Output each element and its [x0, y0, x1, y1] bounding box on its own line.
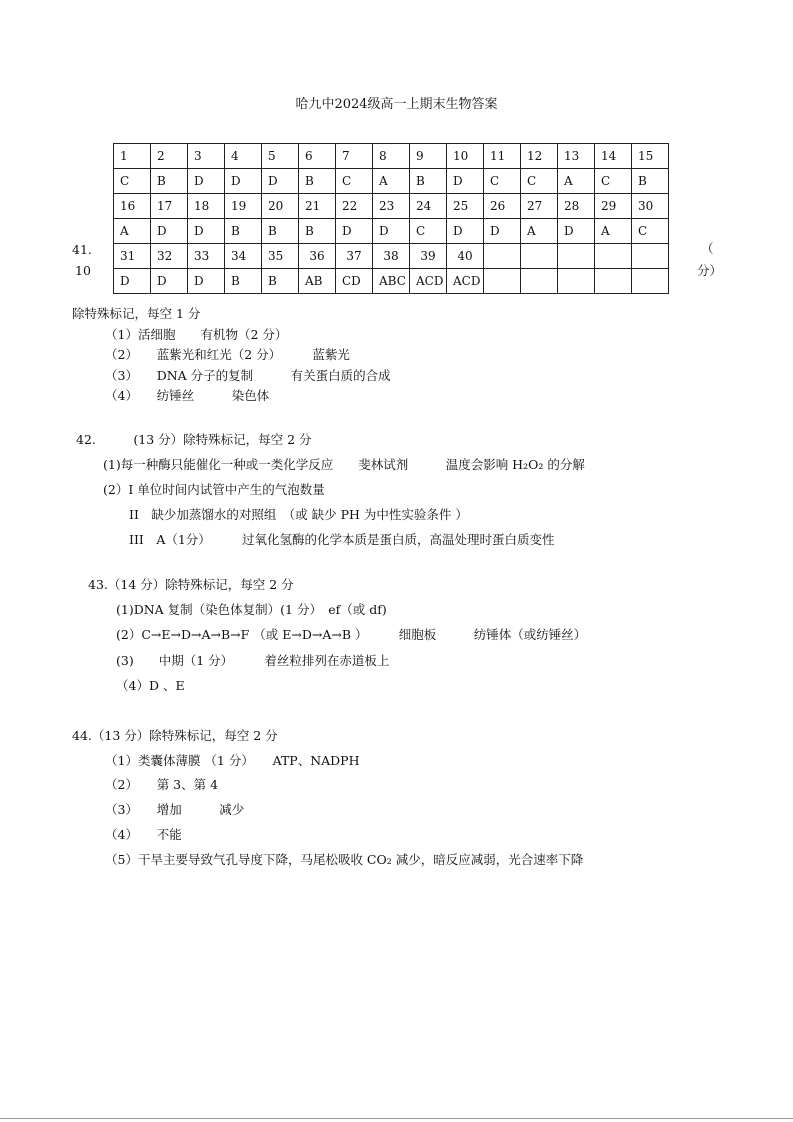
table-cell: 34	[225, 244, 262, 269]
table-cell: 12	[521, 144, 558, 169]
q41-line-1: （1）活细胞 有机物（2 分）	[105, 327, 288, 342]
table-cell	[484, 244, 521, 269]
table-cell: ACD	[410, 269, 447, 294]
q41-paren-open: （	[701, 241, 714, 256]
table-cell: B	[151, 169, 188, 194]
q41-line-4: （4） 纺锤丝 染色体	[105, 388, 270, 403]
table-row	[114, 169, 669, 194]
table-cell: D	[225, 169, 262, 194]
table-row	[114, 269, 669, 294]
table-cell: C	[484, 169, 521, 194]
q42-line-4: III A（1分） 过氧化氢酶的化学本质是蛋白质，高温处理时蛋白质变性	[129, 532, 555, 547]
table-cell: B	[225, 269, 262, 294]
table-cell	[484, 269, 521, 294]
table-cell: 29	[595, 194, 632, 219]
table-cell: B	[299, 219, 336, 244]
table-cell: 13	[558, 144, 595, 169]
table-cell: 38	[373, 244, 410, 269]
table-cell: 6	[299, 144, 336, 169]
table-cell: B	[410, 169, 447, 194]
table-cell: 10	[447, 144, 484, 169]
table-cell: D	[151, 269, 188, 294]
q44-line-1: （1）类囊体薄膜 （1 分） ATP、NADPH	[105, 753, 360, 768]
q42-line-2: (2）I 单位时间内试管中产生的气泡数量	[103, 482, 325, 497]
table-cell: 11	[484, 144, 521, 169]
table-cell: D	[484, 219, 521, 244]
table-row	[114, 244, 669, 269]
table-cell: 20	[262, 194, 299, 219]
q44-line-2: （2） 第 3、第 4	[105, 777, 219, 792]
table-cell: 31	[114, 244, 151, 269]
table-cell: 36	[299, 244, 336, 269]
table-cell: 17	[151, 194, 188, 219]
q42-line-1: (1)每一种酶只能催化一种或一类化学反应 斐林试剂 温度会影响 H₂O₂ 的分解	[103, 457, 585, 472]
table-cell: B	[632, 169, 669, 194]
table-cell: ACD	[447, 269, 484, 294]
table-cell: 21	[299, 194, 336, 219]
table-cell	[595, 244, 632, 269]
table-cell: D	[114, 269, 151, 294]
table-cell: 33	[188, 244, 225, 269]
q43-line-2: (2）C→E→D→A→B→F （或 E→D→A→B ） 细胞板 纺锤体（或纺锤丝）	[116, 627, 587, 642]
q42-header: 42. (13 分）除特殊标记，每空 2 分	[76, 432, 312, 447]
table-cell: C	[410, 219, 447, 244]
table-cell: 5	[262, 144, 299, 169]
answer-table	[113, 143, 669, 294]
table-cell	[521, 244, 558, 269]
q43-line-3: (3) 中期（1 分） 着丝粒排列在赤道板上	[116, 653, 390, 668]
table-cell: 8	[373, 144, 410, 169]
q41-line-3: （3） DNA 分子的复制 有关蛋白质的合成	[105, 368, 391, 383]
table-cell: B	[225, 219, 262, 244]
table-cell: 30	[632, 194, 669, 219]
table-cell: 26	[484, 194, 521, 219]
table-cell: 18	[188, 194, 225, 219]
table-cell	[632, 269, 669, 294]
q41-paren-unit: 分）	[697, 263, 723, 278]
table-cell: D	[188, 269, 225, 294]
table-cell: 1	[114, 144, 151, 169]
page-bottom-rule	[0, 1118, 793, 1119]
table-cell: ABC	[373, 269, 410, 294]
table-cell: B	[299, 169, 336, 194]
table-cell	[558, 269, 595, 294]
table-cell: 16	[114, 194, 151, 219]
page-title: 哈九中2024级高一上期末生物答案	[295, 97, 498, 112]
table-cell: CD	[336, 269, 373, 294]
table-row	[114, 144, 669, 169]
table-cell: D	[262, 169, 299, 194]
q42-line-3: II 缺少加蒸馏水的对照组 （或 缺少 PH 为中性实验条件 ）	[129, 507, 468, 522]
table-cell: 7	[336, 144, 373, 169]
table-cell: D	[447, 169, 484, 194]
table-cell: 39	[410, 244, 447, 269]
table-cell: 28	[558, 194, 595, 219]
q43-header: 43.（14 分）除特殊标记，每空 2 分	[88, 577, 294, 592]
table-cell: 14	[595, 144, 632, 169]
table-cell: C	[595, 169, 632, 194]
table-cell: 19	[225, 194, 262, 219]
table-cell: 9	[410, 144, 447, 169]
q44-header: 44.（13 分）除特殊标记，每空 2 分	[72, 728, 278, 743]
table-cell: 40	[447, 244, 484, 269]
table-cell: 37	[336, 244, 373, 269]
table-cell: 3	[188, 144, 225, 169]
table-cell: D	[373, 219, 410, 244]
q41-score: 10	[75, 263, 91, 278]
table-cell: A	[373, 169, 410, 194]
table-row	[114, 219, 669, 244]
table-cell: D	[188, 169, 225, 194]
table-cell	[558, 244, 595, 269]
q44-line-3: （3） 增加 减少	[105, 802, 245, 817]
q41-line-2: （2） 蓝紫光和红光（2 分） 蓝紫光	[105, 347, 350, 362]
table-cell: 23	[373, 194, 410, 219]
table-cell: D	[447, 219, 484, 244]
table-cell	[632, 244, 669, 269]
table-cell: 27	[521, 194, 558, 219]
table-cell: C	[114, 169, 151, 194]
table-cell: 25	[447, 194, 484, 219]
table-cell: C	[632, 219, 669, 244]
table-cell: C	[521, 169, 558, 194]
table-cell: C	[336, 169, 373, 194]
table-cell: D	[151, 219, 188, 244]
table-cell: D	[558, 219, 595, 244]
table-cell: 22	[336, 194, 373, 219]
q44-line-5: （5）干旱主要导致气孔导度下降，马尾松吸收 CO₂ 减少，暗反应减弱，光合速率下降	[105, 852, 584, 867]
table-cell: 2	[151, 144, 188, 169]
q43-line-1: (1)DNA 复制（染色体复制）(1 分） ef（或 df)	[116, 602, 387, 617]
table-cell: A	[558, 169, 595, 194]
table-cell: 24	[410, 194, 447, 219]
table-cell: 4	[225, 144, 262, 169]
table-cell: A	[114, 219, 151, 244]
table-cell: D	[336, 219, 373, 244]
table-cell: B	[262, 269, 299, 294]
q44-line-4: （4） 不能	[105, 827, 182, 842]
q43-line-4: （4）D 、E	[116, 678, 185, 693]
table-cell: 35	[262, 244, 299, 269]
table-cell: 32	[151, 244, 188, 269]
table-cell: A	[521, 219, 558, 244]
table-row	[114, 194, 669, 219]
table-cell	[521, 269, 558, 294]
q41-note: 除特殊标记，每空 1 分	[72, 306, 201, 321]
q41-number: 41.	[72, 242, 92, 257]
table-cell: A	[595, 219, 632, 244]
table-cell: B	[262, 219, 299, 244]
table-cell: AB	[299, 269, 336, 294]
table-cell: D	[188, 219, 225, 244]
table-cell	[595, 269, 632, 294]
table-cell: 15	[632, 144, 669, 169]
